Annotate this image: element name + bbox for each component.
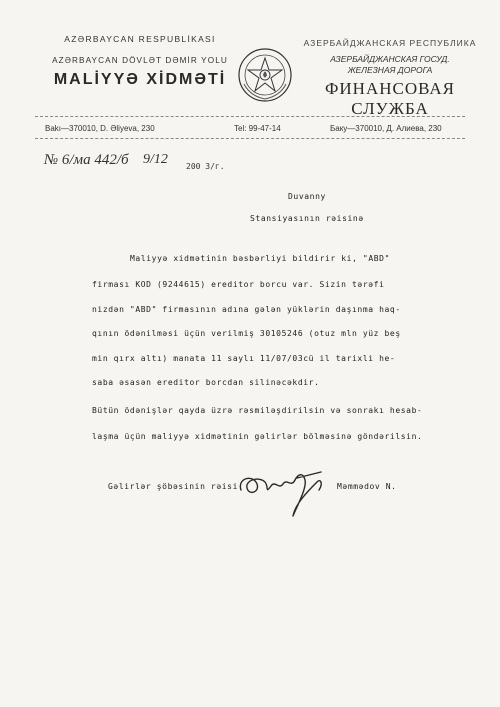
address-ru: Баку—370010, Д. Алиева, 230	[330, 124, 442, 133]
body-line: saba əsasən ereditor borcdan silinəcəkdir.	[92, 378, 320, 387]
body-line: firması KOD (9244615) ereditor borcu var. Sizin tərəfi	[92, 280, 385, 289]
letterhead-country-ru: АЗЕРБАЙДЖАНСКАЯ РЕСПУБЛИКА	[303, 38, 477, 48]
header-rule-bottom	[35, 138, 465, 139]
letterhead-org-ru-line1: АЗЕРБАЙДЖАНСКАЯ ГОСУД.	[330, 54, 450, 64]
reference-year: 200 3/г.	[186, 162, 225, 171]
letterhead-dept-ru-line1: ФИНАНСОВАЯ	[324, 79, 456, 98]
body-line: laşma üçün maliyyə xidmətinin gəlirlər bölməsinə göndərilsin.	[92, 432, 423, 441]
signatory-title: Gəlirlər şöbəsinin rəisi	[108, 482, 238, 491]
phone-number: Tel: 99-47-14	[234, 124, 281, 133]
letterhead-org-ru-line2: ЖЕЛЕЗНАЯ ДОРОГА	[347, 65, 433, 75]
handwritten-signature	[235, 460, 327, 522]
letterhead-dept-az: MALİYYƏ XİDMƏTİ	[53, 71, 227, 88]
body-line: min qırx altı) manata 11 saylı 11/07/03cü il tarixli he-	[92, 354, 396, 363]
letterhead-org-az: AZƏRBAYCAN DÖVLƏT DƏMİR YOLU	[52, 56, 228, 65]
letterhead-dept-ru-line2: СЛУЖБА	[351, 99, 429, 118]
address-az: Bakı—370010, D. Əliyeva, 230	[45, 124, 155, 133]
reference-number: № 6/ма 442/б	[44, 152, 129, 168]
letterhead-country-az: AZƏRBAYCAN RESPUBLİKASI	[64, 34, 216, 44]
state-emblem-icon	[236, 46, 294, 104]
document-type: Duvanny	[288, 192, 326, 201]
body-line: Bütün ödənişlər qayda üzrə rəsmiləşdirilsin və sonrakı hesab-	[92, 406, 423, 415]
reference-date: 9/12	[143, 152, 168, 167]
body-line: Maliyyə xidmətinin bəsbərliyi bildirir ki, "ABD"	[130, 254, 390, 263]
signatory-name: Məmmədov N.	[337, 482, 397, 491]
body-line: nizdən "ABD" firmasının adına gələn yüklərin daşınma haq-	[92, 305, 401, 314]
letterhead-right	[300, 38, 480, 119]
addressee: Stansiyasının rəisinə	[250, 214, 364, 223]
letterhead-left	[40, 34, 240, 89]
header-rule-top	[35, 116, 465, 117]
body-line: qının ödənilməsi üçün verilmiş 30105246 (otuz mln yüz beş	[92, 329, 401, 338]
